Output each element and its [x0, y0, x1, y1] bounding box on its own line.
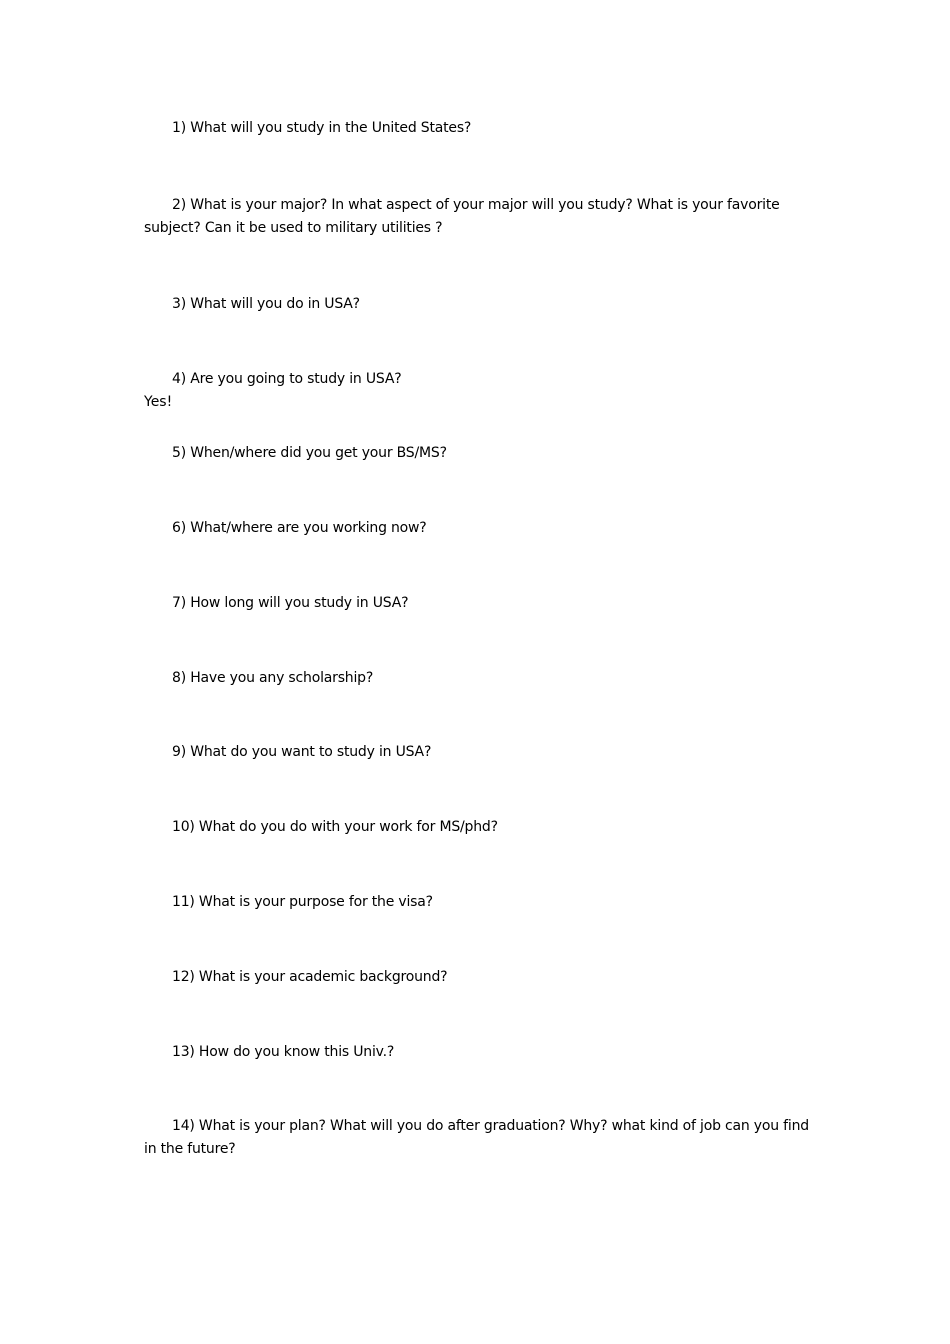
question-14: 14) What is your plan? What will you do after graduation? Why? what kind of job can you find in the future?	[144, 1118, 809, 1157]
question-9: 9) What do you want to study in USA?	[172, 744, 432, 760]
question-7: 7) How long will you study in USA?	[172, 595, 409, 611]
question-12: 12) What is your academic background?	[172, 969, 448, 985]
question-3: 3) What will you do in USA?	[172, 296, 360, 312]
question-11: 11) What is your purpose for the visa?	[172, 894, 433, 910]
question-5: 5) When/where did you get your BS/MS?	[172, 445, 447, 461]
question-8: 8) Have you any scholarship?	[172, 670, 374, 686]
question-6: 6) What/where are you working now?	[172, 520, 427, 536]
question-4: 4) Are you going to study in USA?	[172, 371, 402, 387]
question-13: 13) How do you know this Univ.?	[172, 1044, 395, 1060]
question-10: 10) What do you do with your work for MS/phd?	[172, 819, 498, 835]
question-2: 2) What is your major? In what aspect of your major will you study? What is your favorite subject? Can it be used to military utilities ?	[144, 197, 780, 236]
answer-4: Yes!	[144, 394, 173, 410]
question-1: 1) What will you study in the United States?	[172, 120, 472, 136]
